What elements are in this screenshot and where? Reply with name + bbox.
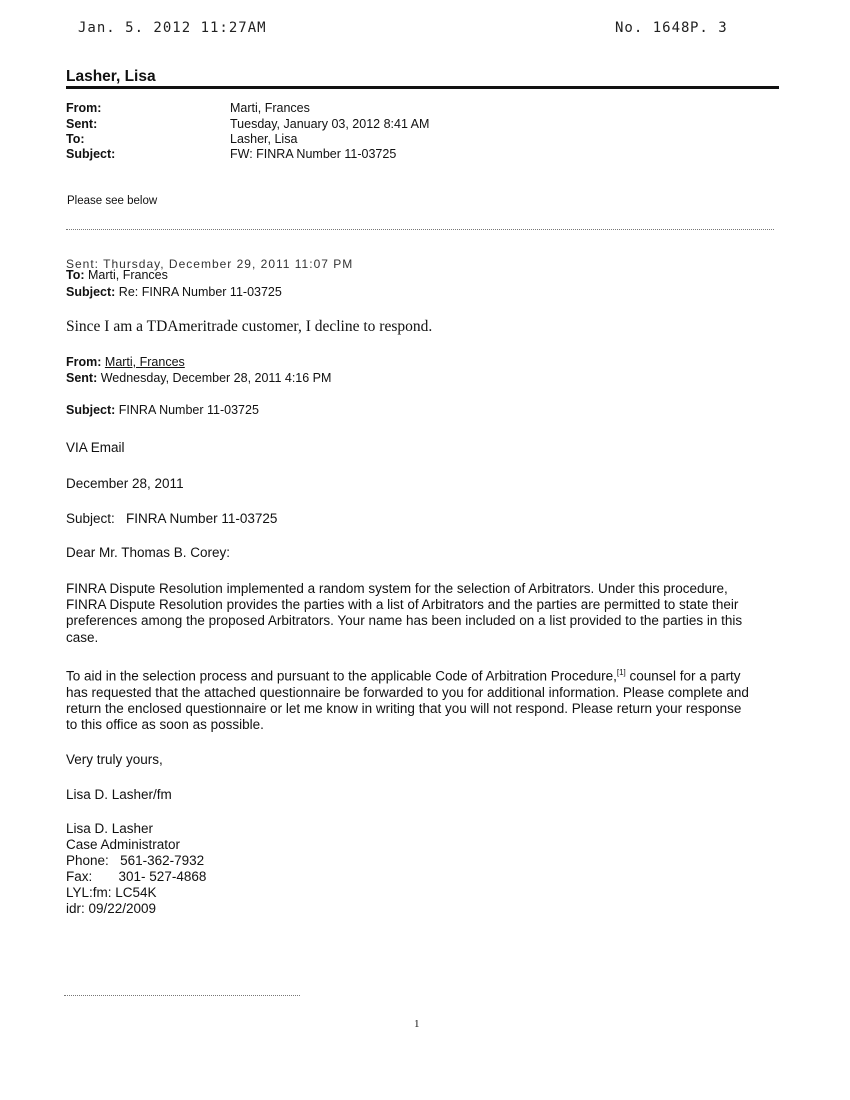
to-label: To: <box>66 132 85 146</box>
fax-line <box>66 869 206 885</box>
phone-line <box>66 853 204 869</box>
reply-subject-label: Subject: <box>66 285 116 299</box>
fax-label: Fax: <box>66 869 93 884</box>
mailbox-owner: Lasher, Lisa <box>66 68 156 85</box>
sig-title: Case Administrator <box>66 837 181 852</box>
from-label: From: <box>66 101 102 115</box>
header-rule <box>66 86 779 89</box>
paragraph-2-part-b: counsel for a party has requested that the attached questionnaire be forwarded to you for additional information. Please complete and return the enclosed questionnaire or let me know in writing that you will not respond. Please return your response to this office as soon as possible. <box>66 668 749 733</box>
sent-label: Sent: <box>66 117 98 131</box>
sig-name: Lisa D. Lasher <box>66 821 154 836</box>
orig-from-label: From: <box>66 355 102 369</box>
orig-sent-value: Wednesday, December 28, 2011 4:16 PM <box>100 371 332 385</box>
reply-to-label: To: <box>66 268 85 282</box>
salutation: Dear Mr. Thomas B. Corey: <box>66 545 231 560</box>
forward-note: Please see below <box>67 195 158 207</box>
ref-line-1: LYL:fm: LC54K <box>66 885 157 900</box>
to-value: Lasher, Lisa <box>230 132 298 146</box>
signature: Lisa D. Lasher/fm <box>66 787 172 802</box>
letter-date: December 28, 2011 <box>66 476 184 491</box>
sent-value: Tuesday, January 03, 2012 8:41 AM <box>230 117 430 131</box>
letter-subject-value: FINRA Number 11-03725 <box>126 511 278 526</box>
phone-label: Phone: <box>66 853 109 868</box>
letter-subject-line <box>66 511 277 527</box>
phone-value: 561-362-7932 <box>120 853 205 868</box>
orig-from-link[interactable]: Marti, Frances <box>104 355 185 369</box>
footnote-ref[interactable]: [1] <box>616 668 626 677</box>
footnote-separator <box>64 995 300 996</box>
fax-page: P. 3 <box>690 20 728 36</box>
letter-subject-label: Subject: <box>66 511 115 526</box>
reply-sent-partial: Sent: Thursday, December 29, 2011 11:07 PM <box>66 257 354 271</box>
orig-from-line <box>66 355 185 369</box>
fax-number: No. 1648 <box>615 20 691 36</box>
fax-datetime: Jan. 5. 2012 11:27AM <box>78 20 267 36</box>
orig-sent-line <box>66 371 331 385</box>
page-number: 1 <box>414 1018 420 1030</box>
reply-to-value: Marti, Frances <box>88 268 168 282</box>
fax-value: 301- 527-4868 <box>118 869 207 884</box>
closing: Very truly yours, <box>66 752 163 767</box>
paragraph-1: FINRA Dispute Resolution implemented a random system for the selection of Arbitrators. Under this procedure, FINRA Dispute Resolution provides the parties with a list of Arbitrators and the parties are permitted to state their preferences among the proposed Arbitrators. Your name has been included on a list provided to the parties in this case. <box>66 581 743 645</box>
orig-subject-label: Subject: <box>66 403 116 417</box>
reply-subject-line <box>66 285 282 299</box>
reply-message: Since I am a TDAmeritrade customer, I decline to respond. <box>66 318 433 335</box>
via-line: VIA Email <box>66 440 125 455</box>
separator-line <box>66 229 774 230</box>
paragraph-2-part-a: To aid in the selection process and pursuant to the applicable Code of Arbitration Procedure, <box>66 668 617 684</box>
subject-value: FW: FINRA Number 11-03725 <box>230 147 397 161</box>
subject-label: Subject: <box>66 147 116 161</box>
reply-subject-value: Re: FINRA Number 11-03725 <box>118 285 282 299</box>
ref-line-2: idr: 09/22/2009 <box>66 901 157 916</box>
reply-to-line <box>66 268 168 282</box>
from-value: Marti, Frances <box>230 101 310 115</box>
orig-subject-line <box>66 403 259 417</box>
paragraph-2 <box>66 665 756 733</box>
orig-sent-label: Sent: <box>66 371 98 385</box>
orig-subject-value: FINRA Number 11-03725 <box>118 403 259 417</box>
